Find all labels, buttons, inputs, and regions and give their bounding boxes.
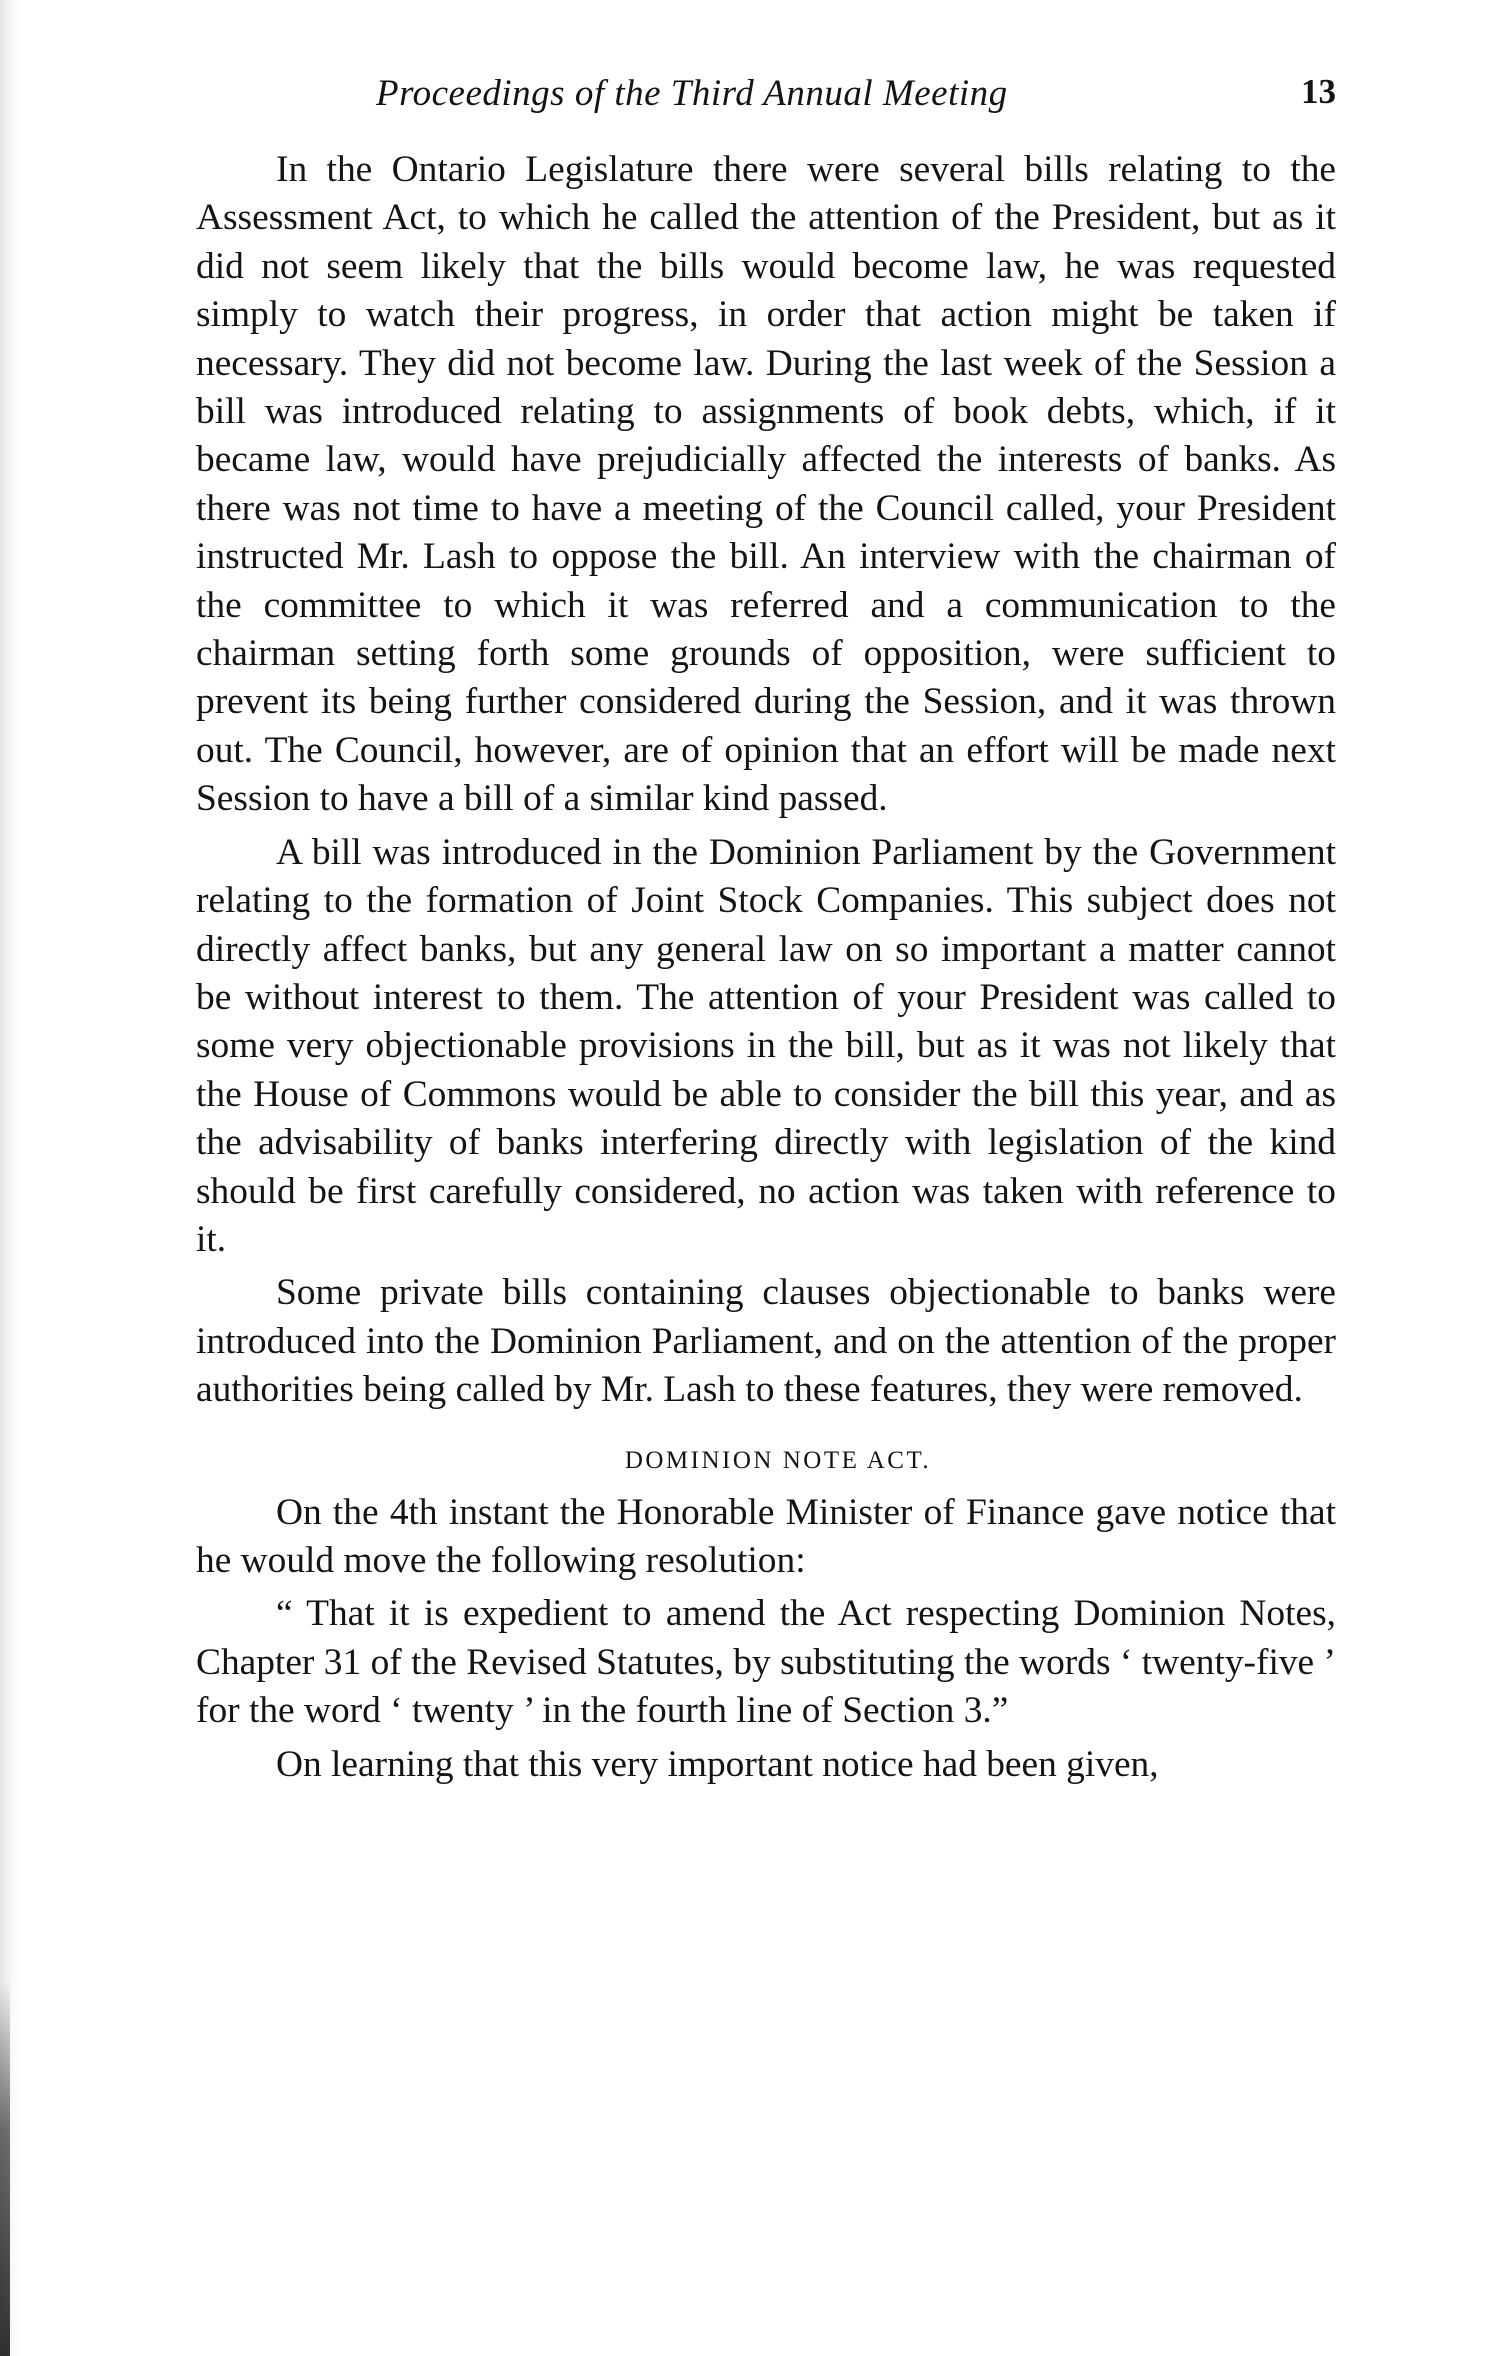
paragraph-resolution-quote: “ That it is expedient to amend the Act respecting Dominion Notes, Chapter 31 of the Revised Statutes, by substituting the words ‘ twenty-five ’ for the word ‘ twenty ’ in the fourth line of Section 3.” xyxy=(196,1593,1336,1732)
paragraph-private-bills: Some private bills containing clauses objectionable to banks were introduced into the Dominion Parliament, and on the attention of the proper authorities being called by Mr. Lash to these features, they were removed. xyxy=(196,1272,1336,1411)
paragraph-ontario-legislature: In the Ontario Legislature there were several bills relating to the Assessment Act, to which he called the attention of the President, but as it did not seem likely that the bills would become law, he was requested simply to watch their progress, in order that action might be taken if necessary. They did not become law. During the last week of the Session a bill was introduced relating to assignments of book debts, which, if it became law, would have prejudicially affected the interests of banks. As there was not time to have a meeting of the Council called, your President instructed Mr. Lash to oppose the bill. An interview with the chairman of the committee to which it was referred and a communication to the chairman setting forth some grounds of opposition, were sufficient to prevent its being further considered during the Session, and it was thrown out. The Council, however, are of opinion that an effort will be made next Session to have a bill of a similar kind passed. xyxy=(196,149,1336,820)
paragraph-minister-notice: On the 4th instant the Honorable Minister of Finance gave notice that he would move the following resolution: xyxy=(196,1491,1336,1581)
page-number: 13 xyxy=(1301,72,1336,111)
scan-binding-shadow xyxy=(0,1980,10,2356)
page-body xyxy=(196,146,1336,1789)
running-title: Proceedings of the Third Annual Meeting xyxy=(376,73,1008,114)
page-header xyxy=(196,72,1336,128)
paragraph-joint-stock-companies: A bill was introduced in the Dominion Parliament by the Government relating to the formation of Joint Stock Companies. This subject does not directly affect banks, but any general law on so important a matter cannot be without interest to them. The attention of your President was called to some very objectionable provisions in the bill, but as it was not likely that the House of Commons would be able to consider the bill this year, and as the advisability of banks interfering directly with legislation of the kind should be first carefully considered, no action was taken with reference to it. xyxy=(196,831,1336,1260)
section-heading-dominion-note-act: DOMINION NOTE ACT. xyxy=(624,1446,932,1474)
paragraph-on-learning: On learning that this very important notice had been given, xyxy=(276,1743,1159,1785)
